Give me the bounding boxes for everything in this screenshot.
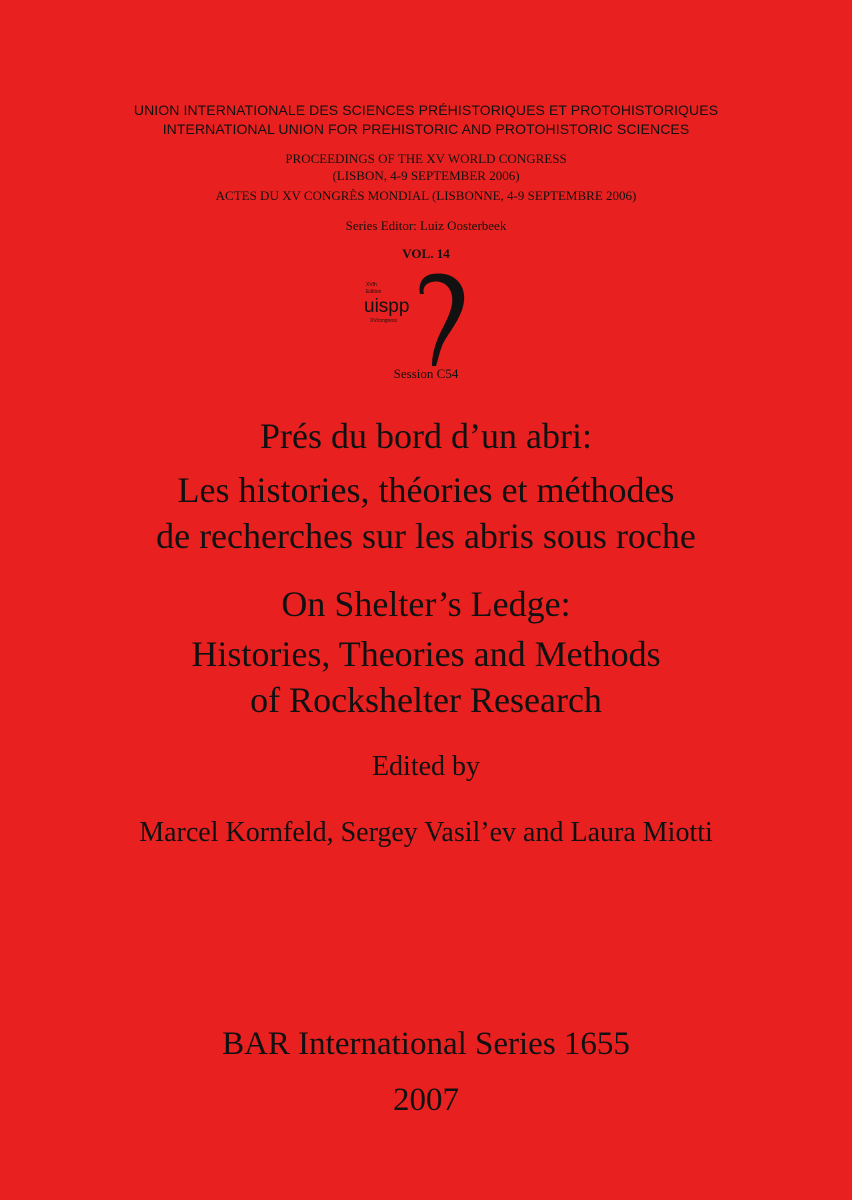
proceedings-line-2: (LISBON, 4-9 SEPTEMBER 2006) xyxy=(332,168,520,183)
logo-small-text-2: Edition xyxy=(366,289,382,295)
series-number: BAR International Series 1655 xyxy=(222,1026,630,1062)
title-french-line-3: de recherches sur les abris sous roche xyxy=(156,516,696,556)
title-english-line-1: On Shelter’s Ledge: xyxy=(281,584,571,624)
title-french-line-1: Prés du bord d’un abri: xyxy=(260,416,592,456)
title-english-line-2: Histories, Theories and Methods xyxy=(191,634,661,674)
uispp-logo-icon xyxy=(362,266,472,366)
logo-small-text-1: XVth xyxy=(366,282,377,288)
volume-number: VOL. 14 xyxy=(402,246,450,261)
series-editor: Series Editor: Luiz Oosterbeek xyxy=(345,218,507,233)
proceedings-line-1: PROCEEDINGS OF THE XV WORLD CONGRESS xyxy=(285,151,567,166)
actes-line: ACTES DU XV CONGRÈS MONDIAL (LISBONNE, 4-9 SEPTEMBRE 2006) xyxy=(215,188,637,203)
session-label: Session C54 xyxy=(393,366,459,381)
logo-swirl-shape xyxy=(420,273,465,366)
title-french-line-2: Les histories, théories et méthodes xyxy=(177,470,675,510)
editors-names: Marcel Kornfeld, Sergey Vasil’ev and Laura Miotti xyxy=(139,817,713,848)
union-name-english: INTERNATIONAL UNION FOR PREHISTORIC AND PROTOHISTORIC SCIENCES xyxy=(162,121,690,137)
logo-small-text-3: XVcongress xyxy=(370,318,397,324)
logo-brand-text: uispp xyxy=(364,296,410,317)
publication-year: 2007 xyxy=(393,1082,459,1118)
title-english-line-3: of Rockshelter Research xyxy=(250,680,602,720)
edited-by-label: Edited by xyxy=(371,751,481,782)
union-name-french: UNION INTERNATIONALE DES SCIENCES PRÉHISTORIQUES ET PROTOHISTORIQUES xyxy=(133,102,719,118)
